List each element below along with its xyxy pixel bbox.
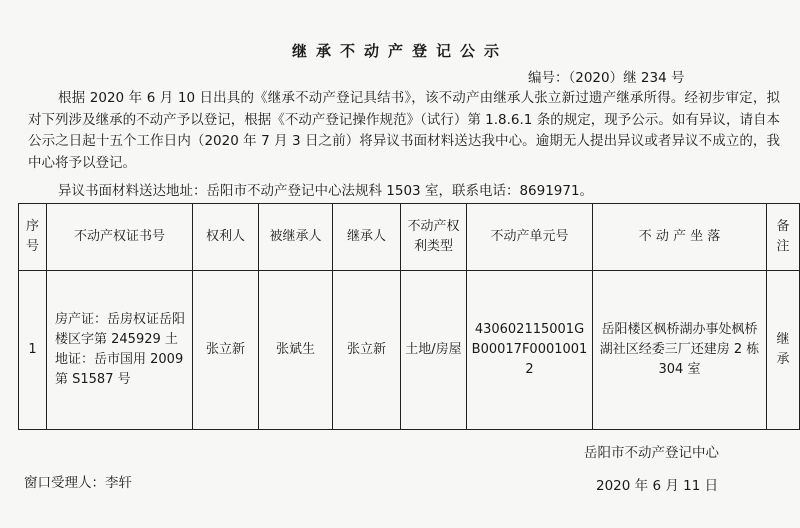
table-header-row <box>19 204 800 271</box>
window-receiver: 窗口受理人：李轩 <box>24 475 132 491</box>
cell-owner: 张立新 <box>193 271 259 430</box>
header-remark: 备注 <box>767 204 800 271</box>
cell-decedent: 张斌生 <box>259 271 333 430</box>
page-title: 继承不动产登记公示 <box>291 42 508 60</box>
header-decedent: 被继承人 <box>259 204 333 271</box>
header-heir: 继承人 <box>333 204 401 271</box>
table-row <box>19 271 800 430</box>
notice-paragraph: 根据 2020 年 6 月 10 日出具的《继承不动产登记具结书》，该不动产由继承人张立新过遗产继承所得。经初步审定，拟对下列涉及继承的不动产予以登记，根据《不动产登记操作规范》（试行）第 1.8.6.1 条的规定，现予公示。如有异议，请自本公示之日起十五个工作日内（2020 年 7 月 3 日之前）将异议书面材料送达我中心。逾期无人提出异议或者异议不成立的，我中心将予以登记。 <box>28 90 780 171</box>
header-right-type: 不动产权利类型 <box>401 204 467 271</box>
header-owner: 权利人 <box>193 204 259 271</box>
header-cert: 不动产权证书号 <box>47 204 193 271</box>
document-number: 编号：（2020）继 234 号 <box>528 70 685 86</box>
header-unit-no: 不动产单元号 <box>467 204 593 271</box>
cell-right-type: 土地/房屋 <box>401 271 467 430</box>
cell-unit-no: 430602115001GB00017F00010012 <box>467 271 593 430</box>
cell-seq: 1 <box>19 271 47 430</box>
cell-cert: 房产证：岳房权证岳阳楼区字第 245929 土地证：岳市国用 2009 第 S1587 号 <box>47 271 193 430</box>
issue-date: 2020 年 6 月 11 日 <box>596 478 719 494</box>
header-location: 不 动 产 坐 落 <box>593 204 767 271</box>
cell-remark: 继承 <box>767 271 800 430</box>
property-table <box>18 203 800 430</box>
objection-address: 异议书面材料送达地址：岳阳市不动产登记中心法规科 1503 室，联系电话：8691971。 <box>58 183 594 199</box>
cell-heir: 张立新 <box>333 271 401 430</box>
header-seq: 序号 <box>19 204 47 271</box>
cell-location: 岳阳楼区枫桥湖办事处枫桥湖社区经委三厂还建房 2 栋 304 室 <box>593 271 767 430</box>
issuing-organization: 岳阳市不动产登记中心 <box>584 445 719 461</box>
